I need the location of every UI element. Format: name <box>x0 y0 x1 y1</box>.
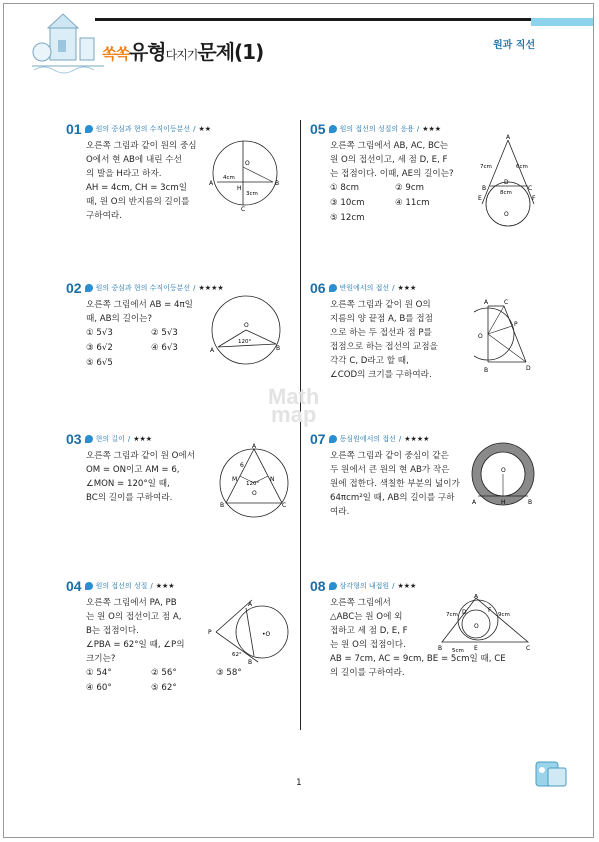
label-B: B <box>276 345 281 352</box>
problem-badge-icon <box>329 125 337 133</box>
problem-01: 01 원의 중심과 현의 수직이등분선 / ★★ 오른쪽 그림과 같이 원의 중심 O에서 현 AB에 내린 수선 의 발을 H라고 하자. AH = 4cm, CH = 3cm일 때, 원 O의 반지름의 길이를 구하여라. <box>66 121 212 221</box>
label-P: P <box>514 321 518 328</box>
figure-05 <box>472 134 542 230</box>
label-A: A <box>252 443 257 450</box>
choice-5[interactable]: ⑤ 6√5 <box>86 358 113 368</box>
label-angle: 120° <box>246 481 260 487</box>
watermark <box>268 384 320 427</box>
problem-badge-icon <box>329 582 337 590</box>
figure-08 <box>438 594 534 656</box>
text-line: B는 접점이다. <box>86 626 139 636</box>
label-F: F <box>488 607 492 614</box>
label-B: B <box>482 185 487 192</box>
label-length-8: 8cm <box>500 190 512 196</box>
problem-badge-icon <box>85 125 93 133</box>
label-length-7: 7cm <box>446 612 458 618</box>
problem-number: 01 <box>66 121 82 137</box>
problem-topic: 원의 중심과 현의 수직이등분선 <box>95 125 191 133</box>
problem-topic: 동심원에서의 접선 <box>339 435 396 443</box>
label-C: C <box>526 645 531 652</box>
label-M: M <box>232 476 238 483</box>
title-part-3: 다지기 <box>165 48 198 62</box>
label-O: O <box>245 160 250 167</box>
text-line: 오른쪽 그림과 같이 원 O의 <box>330 300 431 310</box>
header-accent-band <box>531 18 593 26</box>
difficulty-stars: ★★ <box>198 125 212 133</box>
label-D: D <box>526 365 531 372</box>
difficulty-stars: ★★★ <box>422 125 442 133</box>
difficulty-stars: ★★★★ <box>198 284 224 292</box>
problem-03: 03 현의 길이 / ★★★ 오른쪽 그림과 같이 원 O에서 OM = ON이고 AM = 6, ∠MON = 120°일 때, BC의 길이를 구하여라. <box>66 431 286 505</box>
label-B: B <box>528 499 533 506</box>
title-part-4: 문제(1) <box>197 40 264 64</box>
difficulty-stars: ★★★ <box>397 582 417 590</box>
problem-06: 06 반원에서의 접선 / ★★★ 오른쪽 그림과 같이 원 O의 지름의 양 끝점 A, B를 접점 으로 하는 두 접선과 점 P를 접점으로 하는 접선의 교점을 각각 C, D라고 할 때, ∠COD의 크기를 구하여라. <box>310 280 530 382</box>
difficulty-stars: ★★★ <box>155 582 175 590</box>
text-line: O에서 현 AB에 내린 수선 <box>86 155 182 165</box>
text-line: AB = 7cm, AC = 9cm, BE = 5cm일 때, CE <box>330 654 506 664</box>
text-line: 여라. <box>330 507 350 517</box>
text-line: 두 원에서 큰 원의 현 AB가 작은 <box>330 465 450 475</box>
corner-illustration-icon <box>530 756 574 792</box>
choice-1[interactable]: ① 8cm <box>330 183 359 193</box>
text-line: 의 발을 H라고 하자. <box>86 169 162 179</box>
label-length-6: 6 <box>240 462 244 469</box>
text-line: 으로 하는 두 접선과 점 P를 <box>330 328 432 338</box>
label-P: P <box>208 629 212 636</box>
label-C: C <box>241 206 246 213</box>
text-line: BC의 길이를 구하여라. <box>86 493 173 503</box>
problem-07: 07 동심원에서의 접선 / ★★★★ 오른쪽 그림과 같이 중심이 같은 두 원에서 큰 원의 현 AB가 작은 원에 접한다. 색칠한 부분의 넓이가 64πcm²일 때, AB의 길이를 구하 여라. <box>310 431 530 519</box>
text-line: 의 길이를 구하여라. <box>330 668 405 678</box>
choice-5[interactable]: ⑤ 12cm <box>330 213 365 223</box>
problem-badge-icon <box>85 582 93 590</box>
label-B: B <box>484 367 489 374</box>
text-line: △ABC는 원 O에 외 <box>330 612 403 622</box>
problem-topic: 반원에서의 접선 <box>339 284 390 292</box>
label-length-9: 9cm <box>498 612 510 618</box>
title-part-2: 유형 <box>128 40 166 64</box>
figure-03 <box>218 443 294 521</box>
problem-02: 02 원의 중심과 현의 수직이등분선 / ★★★★ 오른쪽 그림에서 AB = 4π일 때, AB의 길이는? ① 5√3 ② 5√3 ③ 6√2 ④ 6√3 ⑤ 6√5 <box>66 280 286 371</box>
label-O: O <box>474 623 479 630</box>
problem-number: 08 <box>310 578 326 594</box>
label-O: O <box>244 322 249 329</box>
choices <box>86 666 286 696</box>
text-line: ∠PBA = 62°일 때, ∠P의 <box>86 640 185 650</box>
choice-2[interactable]: ② 5√3 <box>151 328 178 338</box>
problem-04: 04 원의 접선의 성질 / ★★★ 오른쪽 그림에서 PA, PB 는 원 O의 접선이고 점 A, B는 접점이다. ∠PBA = 62°일 때, ∠P의 크기는? ① 54° ② 56° ③ 58° ④ 60° ⑤ 62° <box>66 578 286 696</box>
label-O: O <box>478 333 483 340</box>
label-O: O <box>252 490 257 497</box>
label-O: O <box>504 211 509 218</box>
figure-06 <box>474 298 540 374</box>
text-line: 때, 원 O의 반지름의 길이를 <box>86 197 190 207</box>
text-line: 오른쪽 그림과 같이 원 O에서 <box>86 451 196 461</box>
figure-07 <box>470 440 536 512</box>
label-D: D <box>462 609 467 616</box>
label-C: C <box>528 185 533 192</box>
label-A: A <box>472 499 477 506</box>
problem-08: 08 삼각형의 내접원 / ★★★ 오른쪽 그림에서 △ABC는 원 O에 외 접하고 세 점 D, E, F 는 원 O의 접점이다. AB = 7cm, AC = 9cm, BE = 5cm일 때, CE 의 길이를 구하여라. <box>310 578 530 680</box>
label-E: E <box>478 195 482 202</box>
text-line: ∠COD의 크기를 구하여라. <box>330 370 432 380</box>
problem-number: 06 <box>310 280 326 296</box>
problem-text <box>86 298 204 326</box>
label-B: B <box>248 659 253 666</box>
text-line: 는 원 O의 접선이고 점 A, <box>86 612 182 622</box>
text-line: 때, AB의 길이는? <box>86 314 153 324</box>
choice-1[interactable]: ① 54° <box>86 668 112 678</box>
page-title <box>102 36 263 65</box>
problem-text-cont <box>330 652 550 680</box>
label-C: C <box>504 299 509 306</box>
text-line: 접하고 세 점 D, E, F <box>330 626 408 636</box>
choice-3[interactable]: ③ 10cm <box>330 198 365 208</box>
problem-text <box>86 139 204 223</box>
label-B: B <box>275 180 280 187</box>
label-A: A <box>484 299 489 306</box>
label-O: O <box>501 467 506 474</box>
label-angle: 120° <box>238 339 252 345</box>
difficulty-stars: ★★★ <box>397 284 417 292</box>
label-A: A <box>506 134 511 141</box>
label-length-1: 4cm <box>223 175 235 181</box>
label-B: B <box>438 645 443 652</box>
text-line: 오른쪽 그림에서 AB = 4π일 <box>86 300 193 310</box>
text-line: 는 접점이다. 이때, AE의 길이는? <box>330 169 454 179</box>
problem-number: 04 <box>66 578 82 594</box>
text-line: 64πcm²일 때, AB의 길이를 구하 <box>330 493 455 503</box>
problem-badge-icon <box>329 435 337 443</box>
problem-number: 07 <box>310 431 326 447</box>
text-line: 원 O의 접선이고, 세 점 D, E, F <box>330 155 448 165</box>
text-line: 오른쪽 그림에서 <box>330 598 391 608</box>
text-line: 는 원 O의 접점이다. <box>330 640 406 650</box>
difficulty-stars: ★★★ <box>133 435 153 443</box>
text-line: 구하여라. <box>86 211 122 221</box>
figure-04 <box>206 596 296 668</box>
text-line: AH = 4cm, CH = 3cm일 <box>86 183 188 193</box>
problem-text <box>330 298 470 382</box>
section-label: 원과 직선 <box>493 40 536 51</box>
problem-text <box>86 596 204 666</box>
text-line: 오른쪽 그림과 같이 중심이 같은 <box>330 451 449 461</box>
text-line: 오른쪽 그림과 같이 원의 중심 <box>86 141 197 151</box>
watermark-line-1: Math <box>268 384 320 409</box>
problem-05: 05 원의 접선의 성질의 응용 / ★★★ 오른쪽 그림에서 AB, AC, BC는 원 O의 접선이고, 세 점 D, E, F 는 접점이다. 이때, AE의 길이는? ① 8cm ② 9cm ③ 10cm ④ 11cm ⑤ 12cm <box>310 121 530 226</box>
figure-01 <box>205 135 285 215</box>
label-length-6: 6cm <box>516 164 528 170</box>
choice-2[interactable]: ② 9cm <box>395 183 424 193</box>
label-E: E <box>474 645 478 652</box>
label-length-7: 7cm <box>480 164 492 170</box>
problem-topic: 현의 길이 <box>95 435 125 443</box>
choice-4[interactable]: ④ 11cm <box>395 198 430 208</box>
problem-topic: 원의 접선의 성질 <box>95 582 148 590</box>
problem-number: 02 <box>66 280 82 296</box>
header-rule <box>95 18 531 21</box>
problem-badge-icon <box>329 284 337 292</box>
choice-2[interactable]: ② 56° <box>151 668 177 678</box>
text-line: 지름의 양 끝점 A, B를 접점 <box>330 314 433 324</box>
problem-badge-icon <box>85 435 93 443</box>
problem-topic: 원의 접선의 성질의 응용 <box>339 125 414 133</box>
choice-4[interactable]: ④ 6√3 <box>151 343 178 353</box>
label-A: A <box>248 601 253 608</box>
problem-badge-icon <box>85 284 93 292</box>
problem-topic: 삼각형의 내접원 <box>339 582 390 590</box>
title-part-1: 쏙쏙 <box>102 45 129 63</box>
label-length-2: 3cm <box>246 191 258 197</box>
label-length-5: 5cm <box>452 648 464 654</box>
label-H: H <box>237 185 242 192</box>
text-line: 각각 C, D라고 할 때, <box>330 356 409 366</box>
label-D: D <box>504 179 509 186</box>
problem-topic: 원의 중심과 현의 수직이등분선 <box>95 284 191 292</box>
problem-text <box>330 139 480 181</box>
page-number: 1 <box>296 778 302 788</box>
label-H: H <box>501 499 506 506</box>
label-F: F <box>532 195 536 202</box>
label-N: N <box>270 476 275 483</box>
problem-text <box>330 449 478 519</box>
label-angle: 62° <box>232 652 242 658</box>
problem-number: 05 <box>310 121 326 137</box>
text-line: 오른쪽 그림에서 PA, PB <box>86 598 177 608</box>
text-line: ∠MON = 120°일 때, <box>86 479 170 489</box>
choice-5[interactable]: ⑤ 62° <box>151 683 177 693</box>
choice-4[interactable]: ④ 60° <box>86 683 112 693</box>
label-A: A <box>210 347 215 354</box>
label-A: A <box>209 180 214 187</box>
figure-02 <box>206 292 286 370</box>
text-line: 접점으로 하는 접선의 교점을 <box>330 342 438 352</box>
label-A: A <box>474 594 479 600</box>
label-C: C <box>282 502 287 509</box>
watermark-line-2: map <box>271 402 317 427</box>
label-B: B <box>220 502 225 509</box>
choice-3[interactable]: ③ 6√2 <box>86 343 113 353</box>
choice-3[interactable]: ③ 58° <box>216 668 242 678</box>
label-O: •O <box>262 631 271 638</box>
text-line: 원에 접한다. 색칠한 부분의 넓이가 <box>330 479 460 489</box>
problem-number: 03 <box>66 431 82 447</box>
choice-1[interactable]: ① 5√3 <box>86 328 113 338</box>
difficulty-stars: ★★★★ <box>404 435 430 443</box>
text-line: 크기는? <box>86 654 116 664</box>
problem-text <box>86 449 204 505</box>
text-line: OM = ON이고 AM = 6, <box>86 465 180 475</box>
text-line: 오른쪽 그림에서 AB, AC, BC는 <box>330 141 449 151</box>
problem-text <box>330 596 455 652</box>
